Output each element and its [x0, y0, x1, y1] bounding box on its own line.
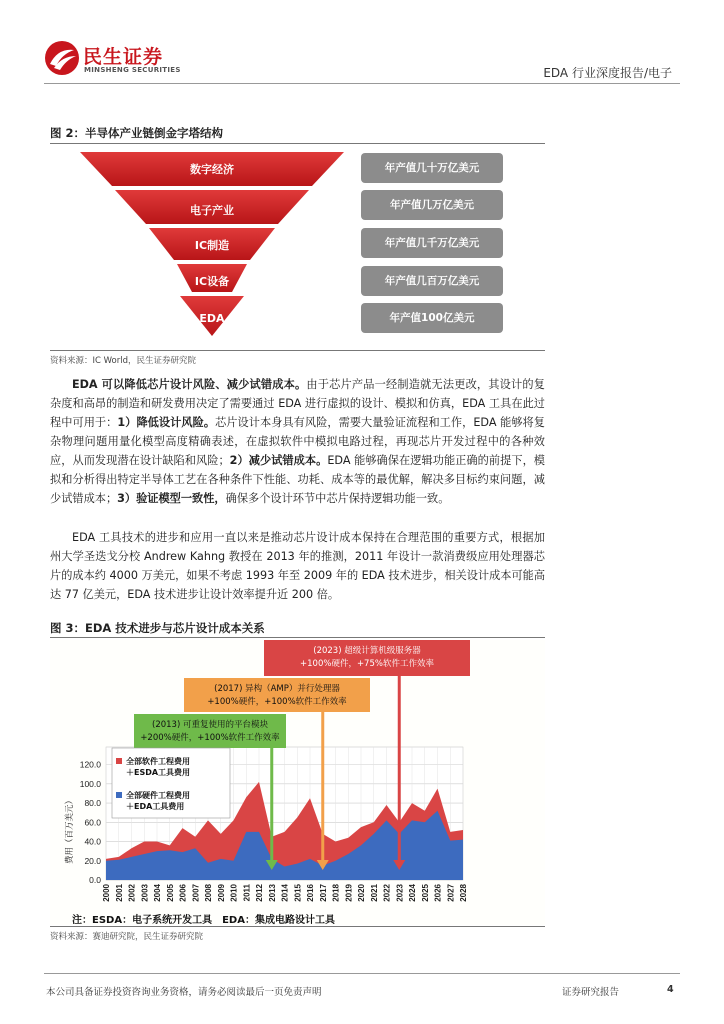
- legend-label: ＋EDA工具费用: [126, 802, 185, 811]
- x-tick-label: 2011: [242, 884, 252, 902]
- x-tick-label: 2018: [331, 884, 341, 902]
- footer-divider: [44, 973, 680, 974]
- pyramid-label-eda: EDA: [199, 312, 225, 325]
- pyramid-label-ic-manufacturing: IC制造: [194, 239, 230, 252]
- x-tick-label: 2021: [369, 884, 379, 902]
- x-tick-label: 2000: [102, 884, 111, 902]
- x-tick-label: 2022: [382, 884, 392, 902]
- x-tick-label: 2024: [408, 884, 417, 902]
- x-tick-label: 2012: [255, 884, 264, 902]
- x-tick-label: 2003: [140, 884, 150, 902]
- minsheng-logo-icon: [44, 40, 80, 76]
- x-tick-label: 2028: [459, 884, 468, 902]
- eda-cost-chart: [50, 640, 545, 925]
- x-tick-label: 2014: [280, 884, 290, 902]
- annotation-text: (2023) 超级计算机级服务器: [313, 646, 421, 656]
- value-box-5: 年产值100亿美元: [361, 303, 503, 333]
- y-tick-labels: [80, 760, 102, 885]
- x-tick-label: 2001: [114, 884, 124, 902]
- para1-text-4: 确保多个设计环节中芯片保持逻辑功能一致。: [225, 492, 450, 505]
- annotation-text: +200%硬件，+100%软件工作效率: [140, 733, 280, 743]
- x-tick-label: 2017: [318, 884, 328, 902]
- x-tick-label: 2019: [344, 884, 354, 902]
- logo-english-name: MINSHENG SECURITIES: [84, 66, 181, 74]
- figure3-source: 资料来源：赛迪研究院，民生证券研究院: [50, 932, 204, 942]
- figure3-note: 注：ESDA：电子系统开发工具 EDA：集成电路设计工具: [72, 915, 335, 926]
- y-tick-label: 100.0: [79, 778, 101, 789]
- figure2-source: 资料来源：IC World，民生证券研究院: [50, 356, 197, 366]
- figure2-title-rule: [50, 143, 545, 144]
- y-tick-label: 120.0: [79, 759, 101, 770]
- page-number: 4: [667, 984, 674, 995]
- legend-swatch-software: [116, 758, 122, 764]
- x-tick-label: 2006: [178, 884, 188, 902]
- figure3-title: 图 3：EDA 技术进步与芯片设计成本关系: [50, 621, 265, 635]
- x-tick-label: 2008: [204, 884, 213, 902]
- x-tick-label: 2023: [395, 884, 405, 902]
- footer-report-type: 证券研究报告: [562, 987, 620, 998]
- value-box-2: 年产值几万亿美元: [361, 190, 503, 220]
- footer-disclaimer: 本公司具备证券投资咨询业务资格，请务必阅读最后一页免责声明: [46, 987, 322, 998]
- y-tick-label: 80.0: [84, 798, 101, 809]
- y-tick-label: 0.0: [89, 875, 101, 885]
- header-divider: [44, 83, 680, 84]
- y-tick-label: 40.0: [84, 836, 101, 847]
- annotation-text: (2017) 异构（AMP）并行处理器: [214, 684, 340, 694]
- annotation-text: +100%硬件，+100%软件工作效率: [207, 697, 347, 707]
- pyramid-label-electronics: 电子产业: [190, 204, 234, 217]
- x-tick-label: 2007: [191, 884, 201, 902]
- para1-point-3: 3）验证模型一致性，: [117, 492, 226, 505]
- value-box-4: 年产值几百万亿美元: [361, 266, 503, 296]
- annotation-text: +100%硬件，+75%软件工作效率: [300, 659, 434, 669]
- figure3-bottom-rule: [50, 926, 545, 927]
- pyramid-label-ic-equipment: IC设备: [194, 275, 230, 288]
- x-tick-label: 2015: [293, 884, 303, 902]
- legend-swatch-hardware: [116, 792, 122, 798]
- y-tick-label: 20.0: [84, 855, 101, 866]
- report-type: EDA 行业深度报告/电子: [543, 66, 672, 80]
- figure2-bottom-rule: [50, 350, 545, 351]
- y-tick-label: 60.0: [84, 817, 101, 828]
- x-tick-label: 2025: [420, 884, 430, 902]
- legend-label: 全部硬件工程费用: [126, 791, 190, 800]
- value-box-1: 年产值几十万亿美元: [361, 153, 503, 183]
- x-tick-label: 2005: [165, 884, 175, 902]
- x-tick-label: 2027: [446, 884, 456, 902]
- figure3-title-rule: [50, 637, 545, 638]
- x-tick-label: 2020: [357, 884, 366, 902]
- x-tick-labels: [102, 883, 468, 901]
- x-tick-label: 2026: [433, 884, 443, 902]
- x-tick-label: 2004: [153, 884, 162, 902]
- logo-chinese-name: 民生证券: [83, 46, 164, 68]
- pyramid-label-digital-economy: 数字经济: [190, 163, 234, 176]
- paragraph-eda-benefits: [50, 375, 545, 508]
- x-tick-label: 2009: [216, 884, 226, 902]
- para1-point-1: 1）降低设计风险。: [117, 416, 216, 429]
- paragraph-cost-history: EDA 工具技术的进步和应用一直以来是推动芯片设计成本保持在合理范围的重要方式，根据加州大学圣迭戈分校 Andrew Kahng 教授在 2013 年的推测，2011 年设计一款消费级应用处理器芯片的成本约 4000 万美元，如果不考虑 1993 年至 2009 年的 EDA 技术进步，相关设计成本可能高达 77 亿美元，EDA 技术进步让设计效率提升近 200 倍。: [50, 531, 546, 601]
- legend-label: ＋ESDA工具费用: [126, 768, 191, 777]
- chart-legend: [112, 748, 230, 818]
- x-tick-label: 2016: [306, 884, 315, 902]
- para1-text-2: 芯片设计本身具有风险，需要大量验证流程和工作，EDA 能够将复杂物理问题用量化模型高度精确表述，在虚拟软件中模拟电路过程，再现芯片开发过程中的各种效应，从而发现潜在设计缺陷和风险；: [50, 416, 545, 467]
- x-tick-label: 2010: [229, 884, 239, 902]
- legend-label: 全部软件工程费用: [126, 757, 190, 766]
- y-axis-label: 费用（百万美元）: [64, 795, 74, 865]
- annotation-text: (2013) 可重复使用的平台模块: [152, 720, 268, 730]
- para1-text-3: EDA 能够确保在逻辑功能正确的前提下，模拟和分析得出特定半导体工艺在各种条件下性能、功耗、成本等的最优解，解决多目标约束问题，减少试错成本；: [50, 454, 545, 505]
- x-tick-label: 2002: [127, 884, 137, 902]
- figure2-title: 图 2：半导体产业链倒金字塔结构: [50, 126, 224, 140]
- para1-text-1: 由于芯片产品一经制造就无法更改，其设计的复杂度和高昂的制造和研发费用决定了需要通过 EDA 进行虚拟的设计、模拟和仿真，EDA 工具在此过程中可用于：: [50, 378, 545, 429]
- para1-point-2: 2）减少试错成本。: [229, 454, 328, 467]
- para1-lead: EDA 可以降低芯片设计风险、减少试错成本。: [72, 378, 307, 391]
- value-box-3: 年产值几千万亿美元: [361, 228, 503, 258]
- x-tick-label: 2013: [267, 884, 277, 902]
